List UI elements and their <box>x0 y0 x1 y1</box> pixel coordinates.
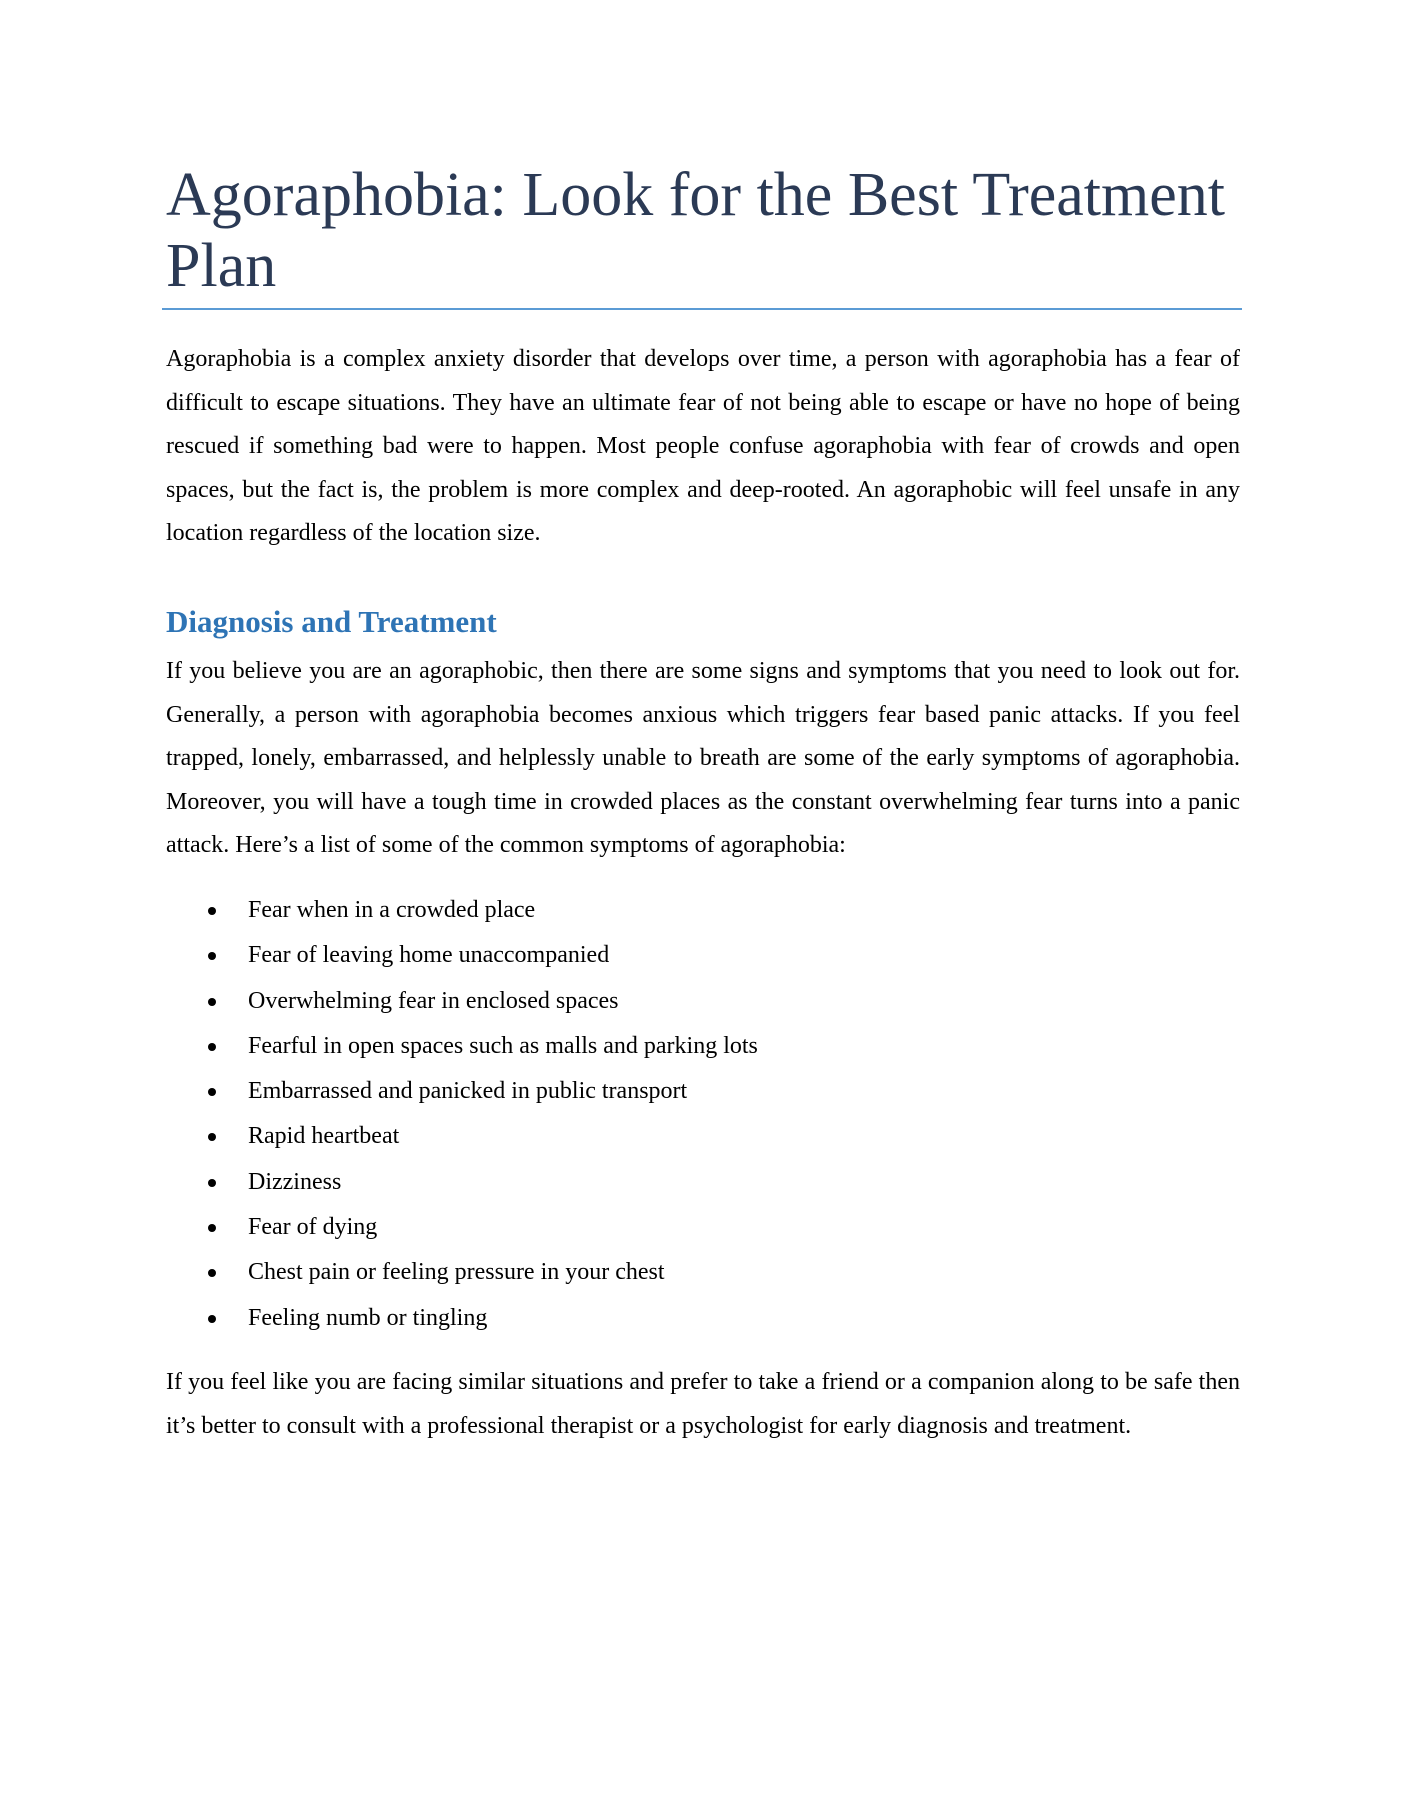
list-item-text: Fear of dying <box>248 1214 378 1241</box>
list-item <box>166 1114 1240 1159</box>
list-item <box>166 1069 1240 1114</box>
list-item <box>166 888 1240 933</box>
list-item-text: Fear when in a crowded place <box>248 896 536 923</box>
list-item <box>166 1024 1240 1069</box>
intro-paragraph: Agoraphobia is a complex anxiety disorder that develops over time, a person with agoraphobia has a fear of difficult to escape situations. They have an ultimate fear of not being able to escape or have no hope of being rescued if something bad were to happen. Most people confuse agoraphobia with fear of crowds and open spaces, but the fact is, the problem is more complex and deep-rooted. An agoraphobic will feel unsafe in any location regardless of the location size. <box>166 346 1240 547</box>
list-item <box>166 1250 1240 1295</box>
list-item-text: Fear of leaving home unaccompanied <box>248 942 610 969</box>
bullet-icon <box>208 1043 216 1051</box>
bullet-icon <box>208 998 216 1006</box>
list-item <box>166 933 1240 978</box>
list-item <box>166 1160 1240 1205</box>
bullet-icon <box>208 1224 216 1232</box>
closing-paragraph: If you feel like you are facing similar situations and prefer to take a friend or a companion along to be safe then it’s better to consult with a professional therapist or a psychologist for early diagnosis and treatment. <box>166 1368 1240 1439</box>
symptoms-list <box>166 888 1240 1341</box>
list-item-text: Embarrassed and panicked in public transport <box>248 1078 688 1105</box>
bullet-icon <box>208 1315 216 1323</box>
bullet-icon <box>208 1269 216 1277</box>
list-item-text: Dizziness <box>248 1168 342 1195</box>
bullet-icon <box>208 952 216 960</box>
bullet-icon <box>208 907 216 915</box>
list-item-text: Chest pain or feeling pressure in your chest <box>248 1259 665 1286</box>
title-underline <box>162 308 1242 310</box>
section-paragraph: If you believe you are an agoraphobic, then there are some signs and symptoms that you need to look out for. Generally, a person with agoraphobia becomes anxious which triggers fear based panic attacks. If you feel trapped, lonely, embarrassed, and helplessly unable to breath are some of the early symptoms of agoraphobia. Moreover, you will have a tough time in crowded places as the constant overwhelming fear turns into a panic attack. Here’s a list of some of the common symptoms of agoraphobia: <box>166 657 1240 859</box>
list-item <box>166 1205 1240 1250</box>
bullet-icon <box>208 1179 216 1187</box>
section-heading: Diagnosis and Treatment <box>166 603 497 639</box>
list-item-text: Rapid heartbeat <box>248 1123 400 1150</box>
list-item <box>166 979 1240 1024</box>
list-item-text: Overwhelming fear in enclosed spaces <box>248 987 619 1014</box>
document-content <box>166 160 1240 1448</box>
list-item-text: Feeling numb or tingling <box>248 1304 488 1331</box>
list-item-text: Fearful in open spaces such as malls and parking lots <box>248 1032 758 1059</box>
list-item <box>166 1296 1240 1341</box>
page-title: Agoraphobia: Look for the Best Treatment Plan <box>166 161 1225 300</box>
bullet-icon <box>208 1088 216 1096</box>
bullet-icon <box>208 1133 216 1141</box>
